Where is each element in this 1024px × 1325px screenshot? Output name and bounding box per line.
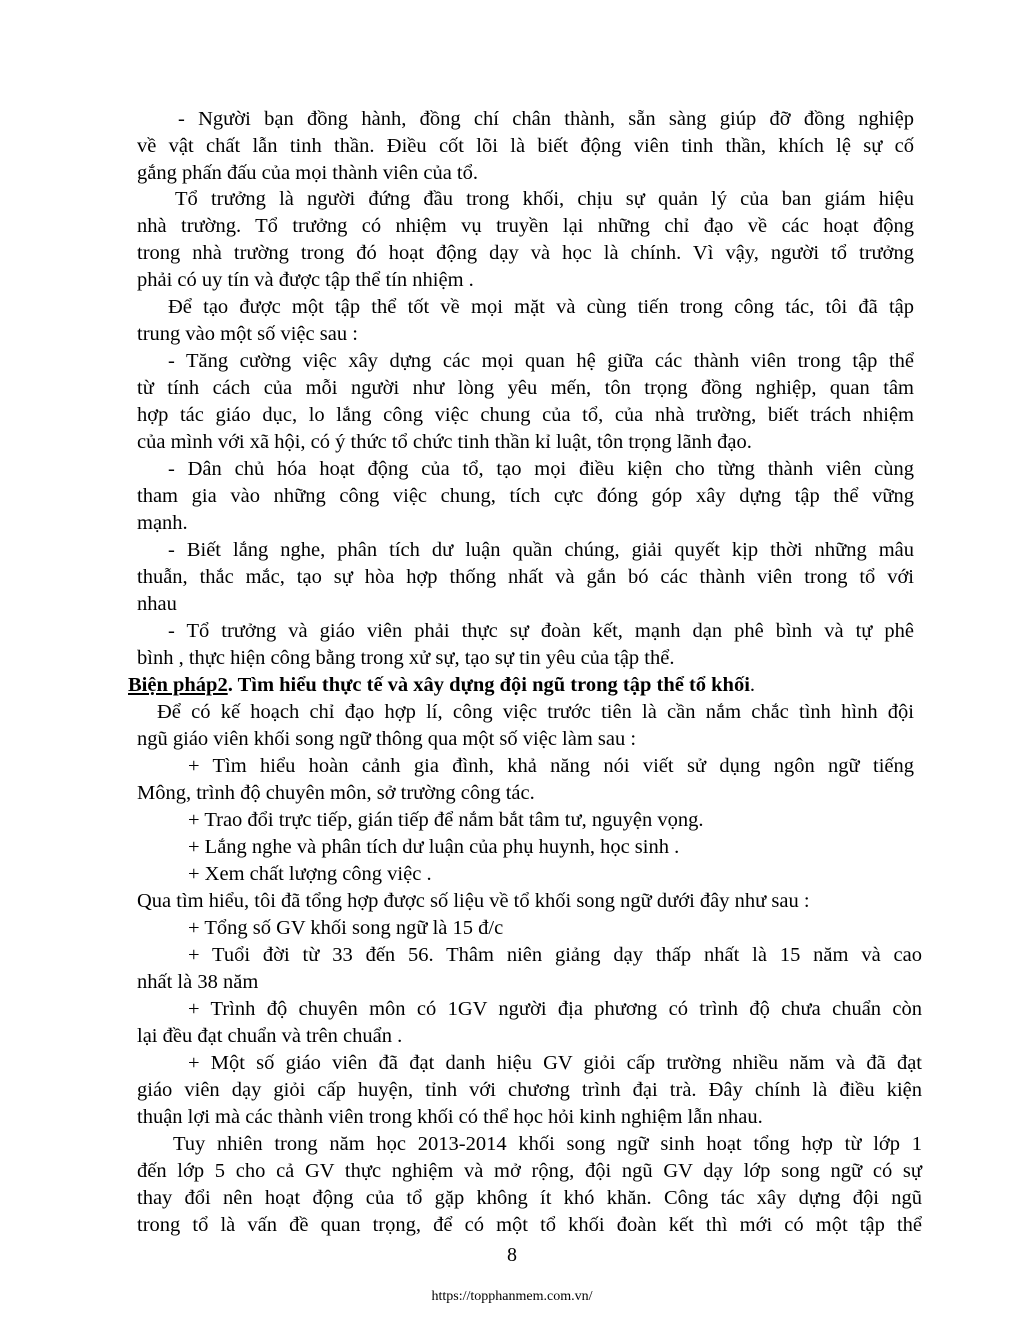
text-line: nhất là 38 năm [137, 971, 259, 993]
text-line: + Tìm hiểu hoàn cảnh gia đình, khả năng nói viết sử dụng ngôn ngữ tiếng [188, 755, 914, 777]
text-line: nhau [137, 593, 177, 615]
footer-url[interactable]: https://topphanmem.com.vn/ [431, 1289, 593, 1304]
text-line: trong nhà trường trong đó hoạt động dạy và học là chính. Vì vậy, người tổ trưởng [137, 242, 914, 264]
text-line: Để có kế hoạch chỉ đạo hợp lí, công việc trước tiên là cần nắm chắc tình hình đội [157, 701, 914, 723]
text-line: - Dân chủ hóa hoạt động của tổ, tạo mọi điều kiện cho từng thành viên cùng [168, 458, 914, 480]
text-line: từ tính cách của mỗi người như lòng yêu mến, tôn trọng đồng nghiệp, quan tâm [137, 377, 914, 399]
text-line: - Biết lắng nghe, phân tích dư luận quần chúng, giải quyết kịp thời những mâu [168, 539, 914, 561]
text-line: phải có uy tín và được tập thể tín nhiệm . [137, 269, 474, 291]
text-line: Mông, trình độ chuyên môn, sở trường công tác. [137, 782, 535, 804]
text-line: Để tạo được một tập thể tốt về mọi mặt và cùng tiến trong công tác, tôi đã tập [168, 296, 914, 318]
text-line: về vật chất lẫn tinh thần. Điều cốt lõi là biết động viên tinh thần, khích lệ sự cố [137, 135, 914, 157]
text-line: bình , thực hiện công bằng trong xử sự, tạo sự tin yêu của tập thể. [137, 647, 675, 669]
text-line: thay đổi nên hoạt động của tổ gặp không ít khó khăn. Công tác xây dựng đội ngũ [137, 1187, 922, 1209]
text-line: ngũ giáo viên khối song ngữ thông qua một số việc làm sau : [137, 728, 637, 750]
text-line: nhà trường. Tổ trưởng có nhiệm vụ truyền lại những chỉ đạo về các hoạt động [137, 215, 914, 237]
text-line: trung vào một số việc sau : [137, 323, 358, 345]
section-heading [128, 672, 755, 698]
heading-title: . Tìm hiểu thực tế và xây dựng đội ngũ trong tập thể tổ khối [227, 674, 750, 696]
text-line: Tổ trưởng là người đứng đầu trong khối, chịu sự quản lý của ban giám hiệu [175, 188, 914, 210]
text-line: + Tổng số GV khối song ngữ là 15 đ/c [188, 917, 504, 939]
text-line: mạnh. [137, 512, 188, 534]
text-line: Tuy nhiên trong năm học 2013-2014 khối song ngữ sinh hoạt tổng hợp từ lớp 1 [173, 1133, 922, 1155]
text-line: + Trao đổi trực tiếp, gián tiếp để nắm bắt tâm tư, nguyện vọng. [188, 809, 704, 831]
heading-label: Biện pháp2 [128, 674, 228, 696]
text-line: + Trình độ chuyên môn có 1GV người địa phương có trình độ chưa chuẩn còn [188, 998, 922, 1020]
text-line: giáo viên dạy giỏi cấp huyện, tỉnh với chương trình đại trà. Đây chính là điều kiện [137, 1079, 922, 1101]
text-line: - Người bạn đồng hành, đồng chí chân thành, sẵn sàng giúp đỡ đồng nghiệp [178, 108, 914, 130]
text-line: - Tổ trưởng và giáo viên phải thực sự đoàn kết, mạnh dạn phê bình và tự phê [168, 620, 914, 642]
text-line: thuẫn, thắc mắc, tạo sự hòa hợp thống nhất và gắn bó các thành viên trong tổ với [137, 566, 914, 588]
heading-end: . [749, 674, 756, 696]
text-line: gắng phấn đấu của mọi thành viên của tổ. [137, 162, 478, 184]
text-line: + Lắng nghe và phân tích dư luận của phụ huynh, học sinh . [188, 836, 680, 858]
text-line: đến lớp 5 cho cả GV thực nghiệm và mở rộng, đội ngũ GV dạy lớp song ngữ có sự [137, 1160, 922, 1182]
text-line: trong tổ là vấn đề quan trọng, để có một tổ khối đoàn kết thì mới có một tập thể [137, 1214, 922, 1236]
text-line: của mình với xã hội, có ý thức tổ chức tinh thần kỉ luật, tôn trọng lãnh đạo. [137, 431, 752, 453]
text-line: Qua tìm hiểu, tôi đã tổng hợp được số liệu về tổ khối song ngữ dưới đây như sau : [137, 890, 810, 912]
page-number: 8 [507, 1244, 517, 1266]
text-line: thuận lợi mà các thành viên trong khối có thể học hỏi kinh nghiệm lẫn nhau. [137, 1106, 763, 1128]
text-line: - Tăng cường việc xây dựng các mọi quan hệ giữa các thành viên trong tập thể [168, 350, 914, 372]
text-line: tham gia vào những công việc chung, tích cực đóng góp xây dựng tập thể vững [137, 485, 914, 507]
text-line: hợp tác giáo dục, lo lắng công việc chung của tổ, của nhà trường, biết trách nhiệm [137, 404, 914, 426]
text-line: lại đều đạt chuẩn và trên chuẩn . [137, 1025, 403, 1047]
text-line: + Xem chất lượng công việc . [188, 863, 432, 885]
text-line: + Tuổi đời từ 33 đến 56. Thâm niên giảng dạy thấp nhất là 15 năm và cao [188, 944, 922, 966]
text-line: + Một số giáo viên đã đạt danh hiệu GV giỏi cấp trường nhiều năm và đã đạt [188, 1052, 922, 1074]
